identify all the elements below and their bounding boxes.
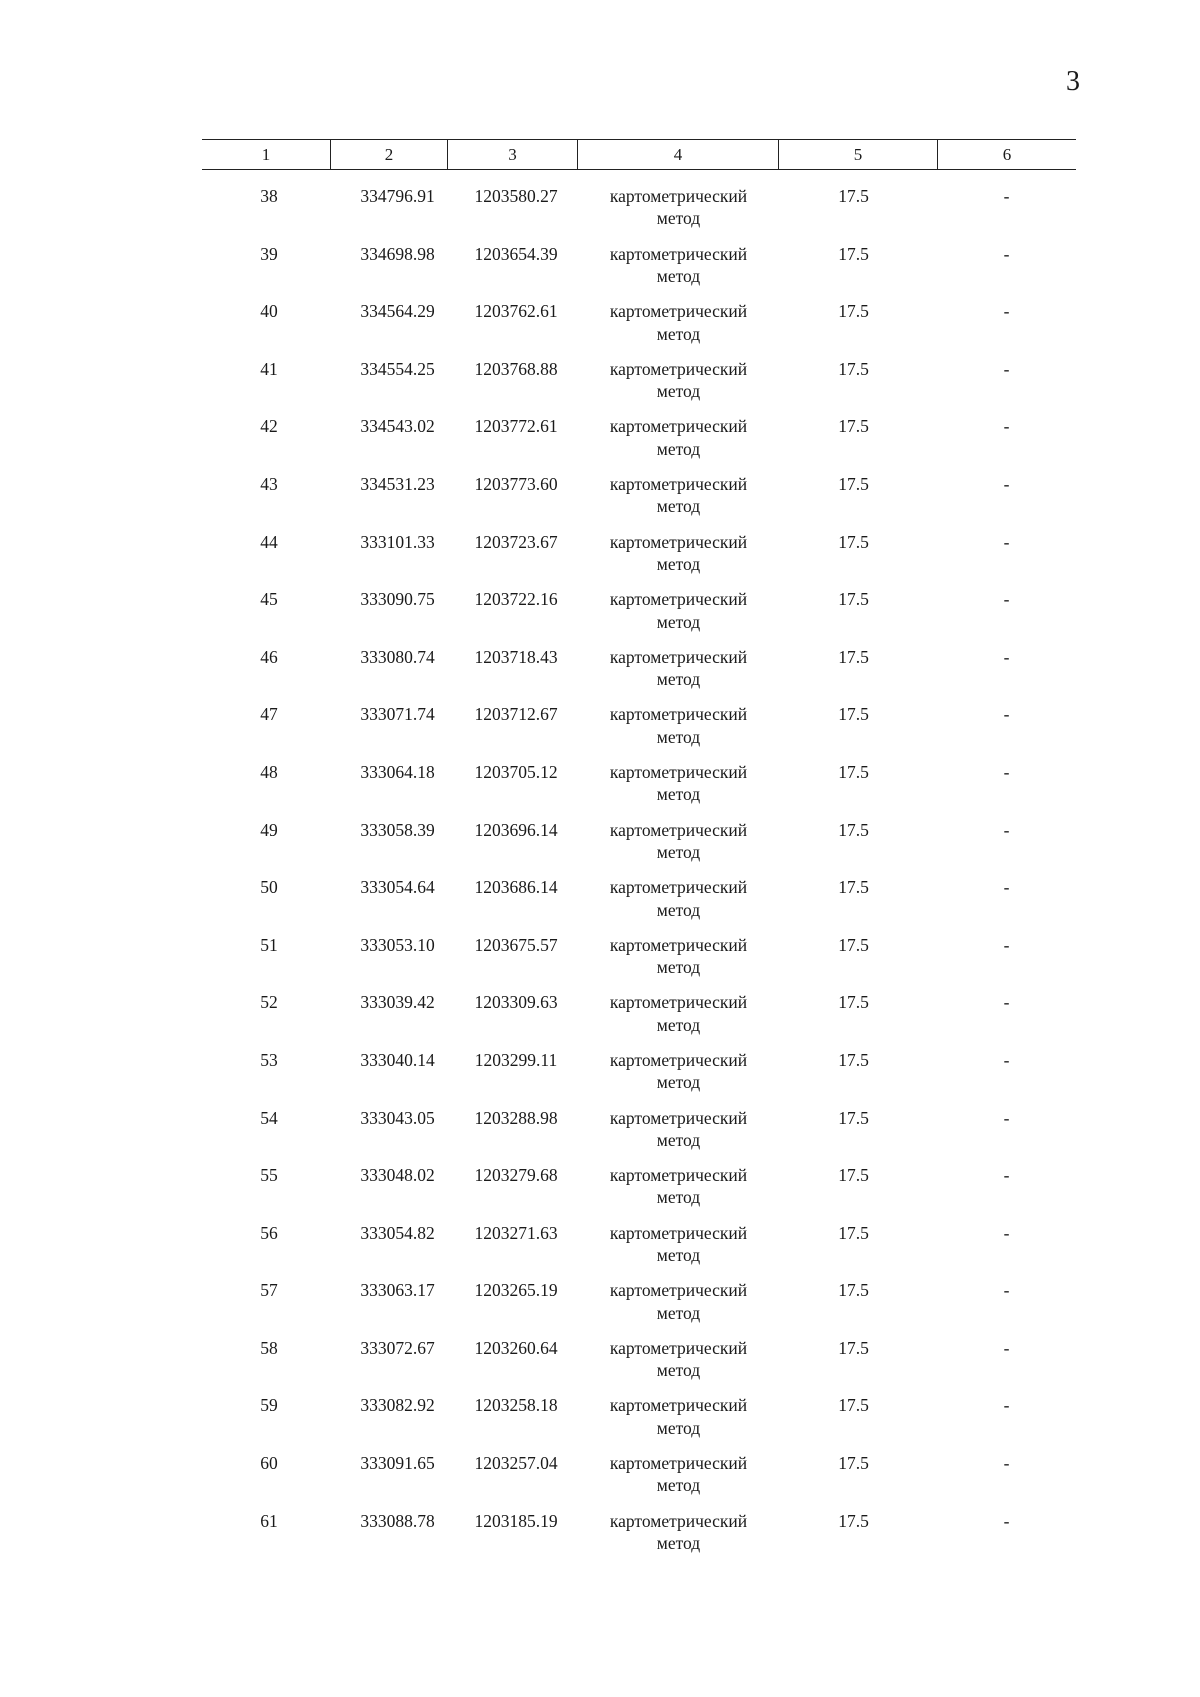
table-row — [202, 646, 1076, 704]
table-row — [202, 876, 1076, 934]
point-number-cell: 38 — [260, 186, 278, 206]
accuracy-cell: 17.5 — [838, 877, 869, 898]
table-row — [202, 243, 1076, 301]
page-number: 3 — [1066, 66, 1080, 97]
method-line-2: метод — [656, 1014, 701, 1035]
method-line-2: метод — [656, 726, 701, 747]
method-cell — [577, 531, 778, 589]
table-row — [202, 415, 1076, 473]
method-cell — [577, 1164, 778, 1222]
table-row — [202, 588, 1076, 646]
y-coordinate-cell: 1203773.60 — [474, 473, 558, 494]
column-header-2: 2 — [330, 140, 447, 169]
point-number-cell: 60 — [260, 1453, 278, 1474]
method-line-2: метод — [656, 611, 701, 632]
method-cell — [577, 473, 778, 531]
method-line-2: метод — [656, 784, 701, 805]
point-number-cell: 46 — [260, 646, 278, 667]
accuracy-cell: 17.5 — [838, 416, 869, 437]
method-cell — [577, 934, 778, 992]
y-coordinate-cell: 1203705.12 — [474, 761, 558, 782]
method-line-1: картометрический — [609, 704, 748, 725]
point-number-cell: 53 — [260, 1049, 278, 1070]
note-cell: - — [1003, 1107, 1010, 1128]
accuracy-cell: 17.5 — [838, 1280, 869, 1301]
accuracy-cell: 17.5 — [838, 186, 869, 206]
method-cell — [577, 991, 778, 1049]
note-cell: - — [1003, 1222, 1010, 1243]
y-coordinate-cell: 1203686.14 — [474, 877, 558, 898]
method-line-2: метод — [656, 841, 701, 862]
x-coordinate-cell: 333082.92 — [360, 1395, 435, 1416]
y-coordinate-cell: 1203675.57 — [474, 934, 558, 955]
y-coordinate-cell: 1203768.88 — [474, 358, 558, 379]
x-coordinate-cell: 333101.33 — [360, 531, 435, 552]
x-coordinate-cell: 333048.02 — [360, 1165, 435, 1186]
table-header — [202, 139, 1076, 170]
point-number-cell: 59 — [260, 1395, 278, 1416]
table-row — [202, 531, 1076, 589]
accuracy-cell: 17.5 — [838, 1510, 869, 1531]
y-coordinate-cell: 1203279.68 — [474, 1165, 558, 1186]
x-coordinate-cell: 334531.23 — [360, 473, 435, 494]
method-cell — [577, 588, 778, 646]
method-cell — [577, 1107, 778, 1165]
point-number-cell: 41 — [260, 358, 278, 379]
x-coordinate-cell: 333053.10 — [360, 934, 435, 955]
method-line-1: картометрический — [609, 819, 748, 840]
accuracy-cell: 17.5 — [838, 531, 869, 552]
note-cell: - — [1003, 1337, 1010, 1358]
table-row — [202, 358, 1076, 416]
table-row — [202, 1510, 1076, 1568]
method-line-2: метод — [656, 669, 701, 690]
point-number-cell: 57 — [260, 1280, 278, 1301]
accuracy-cell: 17.5 — [838, 473, 869, 494]
method-line-1: картометрический — [609, 1049, 748, 1070]
method-cell — [577, 300, 778, 358]
x-coordinate-cell: 334698.98 — [360, 243, 435, 264]
y-coordinate-cell: 1203696.14 — [474, 819, 558, 840]
method-line-1: картометрический — [609, 358, 748, 379]
accuracy-cell: 17.5 — [838, 819, 869, 840]
note-cell: - — [1003, 589, 1010, 610]
table-row — [202, 1452, 1076, 1510]
method-line-2: метод — [656, 381, 701, 402]
method-line-2: метод — [656, 1417, 701, 1438]
note-cell: - — [1003, 934, 1010, 955]
table-row — [202, 991, 1076, 1049]
method-line-2: метод — [656, 438, 701, 459]
method-line-2: метод — [656, 323, 701, 344]
point-number-cell: 51 — [260, 934, 278, 955]
table-row — [202, 300, 1076, 358]
accuracy-cell: 17.5 — [838, 301, 869, 322]
x-coordinate-cell: 333063.17 — [360, 1280, 435, 1301]
method-line-2: метод — [656, 496, 701, 517]
point-number-cell: 42 — [260, 416, 278, 437]
method-line-1: картометрический — [609, 992, 748, 1013]
method-cell — [577, 185, 778, 243]
y-coordinate-cell: 1203309.63 — [474, 992, 558, 1013]
accuracy-cell: 17.5 — [838, 1337, 869, 1358]
y-coordinate-cell: 1203654.39 — [474, 243, 558, 264]
x-coordinate-cell: 334554.25 — [360, 358, 435, 379]
accuracy-cell: 17.5 — [838, 992, 869, 1013]
note-cell: - — [1003, 819, 1010, 840]
x-coordinate-cell: 333090.75 — [360, 589, 435, 610]
x-coordinate-cell: 333040.14 — [360, 1049, 435, 1070]
x-coordinate-cell: 333064.18 — [360, 761, 435, 782]
y-coordinate-cell: 1203271.63 — [474, 1222, 558, 1243]
table-row — [202, 1222, 1076, 1280]
method-line-1: картометрический — [609, 531, 748, 552]
note-cell: - — [1003, 1165, 1010, 1186]
accuracy-cell: 17.5 — [838, 1453, 869, 1474]
method-line-2: метод — [656, 1302, 701, 1323]
table-row — [202, 473, 1076, 531]
table-row — [202, 819, 1076, 877]
y-coordinate-cell: 1203762.61 — [474, 301, 558, 322]
y-coordinate-cell: 1203722.16 — [474, 589, 558, 610]
method-cell — [577, 761, 778, 819]
note-cell: - — [1003, 992, 1010, 1013]
method-cell — [577, 703, 778, 761]
note-cell: - — [1003, 1453, 1010, 1474]
method-line-1: картометрический — [609, 186, 748, 206]
y-coordinate-cell: 1203718.43 — [474, 646, 558, 667]
note-cell: - — [1003, 1049, 1010, 1070]
y-coordinate-cell: 1203257.04 — [474, 1453, 558, 1474]
y-coordinate-cell: 1203265.19 — [474, 1280, 558, 1301]
method-cell — [577, 646, 778, 704]
method-line-1: картометрический — [609, 416, 748, 437]
y-coordinate-cell: 1203288.98 — [474, 1107, 558, 1128]
accuracy-cell: 17.5 — [838, 1222, 869, 1243]
column-header-5: 5 — [778, 140, 937, 169]
x-coordinate-cell: 334564.29 — [360, 301, 435, 322]
note-cell: - — [1003, 301, 1010, 322]
method-cell — [577, 1049, 778, 1107]
note-cell: - — [1003, 243, 1010, 264]
method-cell — [577, 819, 778, 877]
method-cell — [577, 1279, 778, 1337]
method-cell — [577, 243, 778, 301]
point-number-cell: 56 — [260, 1222, 278, 1243]
method-line-1: картометрический — [609, 1395, 748, 1416]
method-line-1: картометрический — [609, 646, 748, 667]
accuracy-cell: 17.5 — [838, 934, 869, 955]
method-line-1: картометрический — [609, 934, 748, 955]
note-cell: - — [1003, 761, 1010, 782]
method-line-2: метод — [656, 899, 701, 920]
method-line-1: картометрический — [609, 301, 748, 322]
note-cell: - — [1003, 358, 1010, 379]
note-cell: - — [1003, 473, 1010, 494]
y-coordinate-cell: 1203723.67 — [474, 531, 558, 552]
method-line-2: метод — [656, 1533, 701, 1554]
method-line-1: картометрический — [609, 1107, 748, 1128]
method-line-1: картометрический — [609, 1222, 748, 1243]
accuracy-cell: 17.5 — [838, 646, 869, 667]
method-cell — [577, 358, 778, 416]
point-number-cell: 43 — [260, 473, 278, 494]
method-line-2: метод — [656, 265, 701, 286]
method-cell — [577, 1510, 778, 1568]
column-header-6: 6 — [937, 140, 1076, 169]
accuracy-cell: 17.5 — [838, 704, 869, 725]
method-cell — [577, 876, 778, 934]
y-coordinate-cell: 1203772.61 — [474, 416, 558, 437]
y-coordinate-cell: 1203712.67 — [474, 704, 558, 725]
column-header-1: 1 — [261, 144, 271, 164]
method-line-1: картометрический — [609, 1337, 748, 1358]
method-line-2: метод — [656, 208, 701, 229]
note-cell: - — [1003, 1395, 1010, 1416]
note-cell: - — [1003, 1510, 1010, 1531]
table-row — [202, 934, 1076, 992]
x-coordinate-cell: 333071.74 — [360, 704, 435, 725]
point-number-cell: 50 — [260, 877, 278, 898]
table-body — [202, 185, 1076, 1567]
method-cell — [577, 415, 778, 473]
method-line-2: метод — [656, 1245, 701, 1266]
x-coordinate-cell: 334543.02 — [360, 416, 435, 437]
method-line-1: картометрический — [609, 243, 748, 264]
table-row — [202, 1394, 1076, 1452]
note-cell: - — [1003, 877, 1010, 898]
point-number-cell: 55 — [260, 1165, 278, 1186]
note-cell: - — [1003, 186, 1010, 206]
column-header-3: 3 — [447, 140, 577, 169]
method-line-2: метод — [656, 957, 701, 978]
x-coordinate-cell: 333043.05 — [360, 1107, 435, 1128]
method-line-1: картометрический — [609, 761, 748, 782]
method-line-2: метод — [656, 1129, 701, 1150]
table-row — [202, 703, 1076, 761]
note-cell: - — [1003, 416, 1010, 437]
point-number-cell: 39 — [260, 243, 278, 264]
point-number-cell: 52 — [260, 992, 278, 1013]
y-coordinate-cell: 1203258.18 — [474, 1395, 558, 1416]
x-coordinate-cell: 333039.42 — [360, 992, 435, 1013]
point-number-cell: 54 — [260, 1107, 278, 1128]
point-number-cell: 48 — [260, 761, 278, 782]
x-coordinate-cell: 333058.39 — [360, 819, 435, 840]
accuracy-cell: 17.5 — [838, 1107, 869, 1128]
point-number-cell: 47 — [260, 704, 278, 725]
point-number-cell: 45 — [260, 589, 278, 610]
table-row — [202, 185, 1076, 243]
table-row — [202, 1049, 1076, 1107]
accuracy-cell: 17.5 — [838, 1049, 869, 1070]
table-row — [202, 1164, 1076, 1222]
method-line-1: картометрический — [609, 1453, 748, 1474]
table-row — [202, 1107, 1076, 1165]
method-cell — [577, 1337, 778, 1395]
table-row — [202, 1279, 1076, 1337]
point-number-cell: 58 — [260, 1337, 278, 1358]
x-coordinate-cell: 333054.64 — [360, 877, 435, 898]
note-cell: - — [1003, 704, 1010, 725]
note-cell: - — [1003, 646, 1010, 667]
method-cell — [577, 1394, 778, 1452]
x-coordinate-cell: 334796.91 — [360, 186, 435, 206]
method-line-1: картометрический — [609, 1510, 748, 1531]
method-line-2: метод — [656, 553, 701, 574]
table-row — [202, 761, 1076, 819]
x-coordinate-cell: 333091.65 — [360, 1453, 435, 1474]
method-line-1: картометрический — [609, 1280, 748, 1301]
method-cell — [577, 1222, 778, 1280]
method-line-1: картометрический — [609, 1165, 748, 1186]
table-row — [202, 1337, 1076, 1395]
x-coordinate-cell: 333054.82 — [360, 1222, 435, 1243]
method-line-2: метод — [656, 1475, 701, 1496]
point-number-cell: 49 — [260, 819, 278, 840]
accuracy-cell: 17.5 — [838, 1395, 869, 1416]
accuracy-cell: 17.5 — [838, 761, 869, 782]
x-coordinate-cell: 333088.78 — [360, 1510, 435, 1531]
method-line-2: метод — [656, 1360, 701, 1381]
method-line-2: метод — [656, 1187, 701, 1208]
x-coordinate-cell: 333080.74 — [360, 646, 435, 667]
point-number-cell: 61 — [260, 1510, 278, 1531]
method-line-1: картометрический — [609, 877, 748, 898]
accuracy-cell: 17.5 — [838, 243, 869, 264]
accuracy-cell: 17.5 — [838, 358, 869, 379]
note-cell: - — [1003, 531, 1010, 552]
x-coordinate-cell: 333072.67 — [360, 1337, 435, 1358]
y-coordinate-cell: 1203260.64 — [474, 1337, 558, 1358]
method-cell — [577, 1452, 778, 1510]
y-coordinate-cell: 1203299.11 — [474, 1049, 558, 1070]
method-line-2: метод — [656, 1072, 701, 1093]
point-number-cell: 44 — [260, 531, 278, 552]
method-line-1: картометрический — [609, 589, 748, 610]
point-number-cell: 40 — [260, 301, 278, 322]
accuracy-cell: 17.5 — [838, 1165, 869, 1186]
y-coordinate-cell: 1203580.27 — [474, 186, 558, 206]
note-cell: - — [1003, 1280, 1010, 1301]
column-header-4: 4 — [577, 140, 778, 169]
accuracy-cell: 17.5 — [838, 589, 869, 610]
y-coordinate-cell: 1203185.19 — [474, 1510, 558, 1531]
method-line-1: картометрический — [609, 473, 748, 494]
